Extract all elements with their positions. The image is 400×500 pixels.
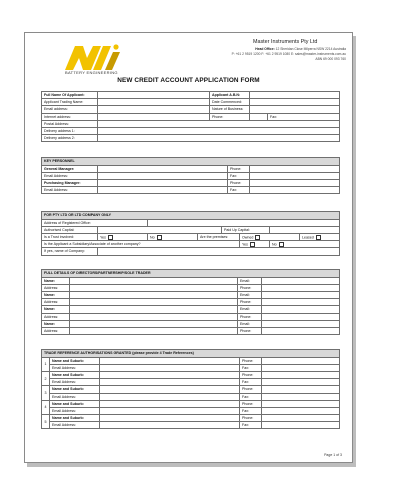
field-ref-3-email[interactable] [100, 393, 240, 400]
company-logo [63, 42, 121, 72]
field-ref-4-email[interactable] [100, 407, 240, 414]
label-director-phone: Phone: [238, 284, 262, 291]
head-office-line: Head Office: 12 Sheridan Close Milperra NSW 2214 Australia [255, 47, 346, 51]
owned-checkbox[interactable] [255, 235, 260, 240]
label-pm-fax: Fax: [228, 187, 250, 194]
label-pm-phone: Phone: [228, 179, 250, 186]
field-ref-2-fax[interactable] [262, 379, 340, 386]
field-pm-phone[interactable] [250, 179, 340, 186]
label-ref-fax: Fax: [240, 364, 262, 371]
field-paid-up-capital[interactable] [270, 226, 340, 233]
label-ref-phone: Phone: [240, 415, 262, 422]
ref-number: 3 [42, 386, 50, 400]
label-abn: Applicant A.B.N: [210, 92, 250, 99]
field-director-3-name[interactable] [70, 306, 238, 313]
label-ref-phone: Phone: [240, 400, 262, 407]
field-purchasing-manager[interactable] [98, 179, 228, 186]
label-trust: Is a Trust involved: [42, 233, 98, 240]
field-general-manager[interactable] [98, 165, 228, 172]
label-delivery-1: Delivery address 1: [42, 127, 98, 134]
section-heading-company: FOR PTY LTD OR LTD COMPANY ONLY [42, 212, 340, 220]
field-ref-5-fax[interactable] [262, 422, 340, 429]
label-ref-name: Name and Suburb: [50, 415, 100, 422]
field-director-1-phone[interactable] [262, 284, 340, 291]
label-ref-email: Email Address: [50, 364, 100, 371]
subsidiary-yes-option[interactable]: Yes [240, 241, 270, 248]
ref-number: 5 [42, 415, 50, 429]
label-ref-fax: Fax: [240, 379, 262, 386]
ref-number: 1 [42, 357, 50, 371]
field-ref-3-phone[interactable] [262, 386, 340, 393]
field-phone[interactable] [250, 113, 268, 120]
form-page [24, 32, 353, 463]
field-gm-fax[interactable] [250, 172, 340, 179]
label-trading-name: Applicant Trading Name: [42, 99, 98, 106]
field-ref-4-name[interactable] [100, 400, 240, 407]
label-director-phone: Phone: [238, 299, 262, 306]
field-delivery-1[interactable] [98, 127, 340, 134]
label-ref-fax: Fax: [240, 393, 262, 400]
ref-number: 4 [42, 400, 50, 414]
contact-line: P: +61 2 9519 1200 F: +61 2 9519 1080 E: sales@master-instruments.com.au [231, 52, 346, 56]
field-full-name[interactable] [98, 92, 210, 99]
label-email: Email address: [42, 106, 98, 113]
label-gm-email: Email Address: [42, 172, 98, 179]
field-ref-3-name[interactable] [100, 386, 240, 393]
label-delivery-2: Delivery address 2: [42, 135, 98, 142]
label-ref-phone: Phone: [240, 357, 262, 364]
label-ref-email: Email Address: [50, 407, 100, 414]
label-subsidiary: Is the Applicant a Subsidiary/Associate of another company? [42, 241, 240, 248]
label-ref-name: Name and Suburb: [50, 400, 100, 407]
field-pm-fax[interactable] [250, 187, 340, 194]
field-authorised-capital[interactable] [98, 226, 222, 233]
label-director-email: Email: [238, 277, 262, 284]
label-gm-fax: Fax: [228, 172, 250, 179]
company-table [41, 211, 340, 256]
trust-yes-checkbox[interactable] [108, 235, 113, 240]
label-full-name: Full Name Of Applicant: [42, 92, 98, 99]
label-paid-up-capital: Paid Up Capital: [222, 226, 270, 233]
personnel-table [41, 157, 340, 194]
field-director-2-email[interactable] [262, 291, 340, 298]
label-director-address: Address: [42, 284, 70, 291]
label-general-manager: General Manager: [42, 165, 98, 172]
label-if-yes: If yes, name of Company: [42, 248, 98, 255]
field-director-2-name[interactable] [70, 291, 238, 298]
label-gm-phone: Phone: [228, 165, 250, 172]
field-ref-1-name[interactable] [100, 357, 240, 364]
field-ref-3-fax[interactable] [262, 393, 340, 400]
section-heading-trade-refs: TRADE REFERENCE AUTHORISATIONS GRANTED (please provide 4 Trade References) [42, 350, 340, 358]
field-nature-business[interactable] [250, 106, 340, 113]
field-postal[interactable] [98, 120, 340, 127]
trust-yes-option[interactable]: Yes [98, 233, 148, 240]
field-ref-1-phone[interactable] [262, 357, 340, 364]
company-name: Master Instruments Pty Ltd [253, 39, 318, 45]
field-director-4-name[interactable] [70, 320, 238, 327]
label-ref-fax: Fax: [240, 407, 262, 414]
label-nature-business: Nature of Business: [210, 106, 250, 113]
trust-no-option[interactable]: No [148, 233, 198, 240]
label-director-name: Name: [42, 306, 70, 313]
field-registered-office[interactable] [148, 219, 340, 226]
label-ref-name: Name and Suburb: [50, 371, 100, 378]
section-heading-personnel: KEY PERSONNEL [42, 158, 340, 166]
field-ref-5-email[interactable] [100, 422, 240, 429]
label-ref-name: Name and Suburb: [50, 386, 100, 393]
page-number: Page 1 of 3 [324, 453, 342, 457]
field-director-3-phone[interactable] [262, 313, 340, 320]
subsidiary-no-checkbox[interactable] [279, 242, 284, 247]
label-ref-phone: Phone: [240, 386, 262, 393]
field-ref-2-name[interactable] [100, 371, 240, 378]
subsidiary-no-option[interactable]: No [270, 241, 340, 248]
field-pm-email[interactable] [98, 187, 228, 194]
label-director-phone: Phone: [238, 327, 262, 334]
label-director-address: Address: [42, 327, 70, 334]
premises-leased-option[interactable]: Leased [300, 233, 340, 240]
field-gm-email[interactable] [98, 172, 228, 179]
field-ref-4-phone[interactable] [262, 400, 340, 407]
form-title: NEW CREDIT ACCOUNT APPLICATION FORM [117, 77, 260, 84]
field-gm-phone[interactable] [250, 165, 340, 172]
field-director-1-name[interactable] [70, 277, 238, 284]
field-ref-5-phone[interactable] [262, 415, 340, 422]
label-premises: Are the premises: [198, 233, 240, 240]
label-ref-email: Email Address: [50, 422, 100, 429]
field-internet[interactable] [98, 113, 210, 120]
field-ref-1-email[interactable] [100, 364, 240, 371]
label-director-email: Email: [238, 320, 262, 327]
ref-number: 2 [42, 371, 50, 385]
label-ref-fax: Fax: [240, 422, 262, 429]
field-director-1-email[interactable] [262, 277, 340, 284]
applicant-table [41, 91, 340, 142]
field-director-3-email[interactable] [262, 306, 340, 313]
label-director-name: Name: [42, 320, 70, 327]
field-date-commenced[interactable] [250, 99, 340, 106]
field-director-3-address[interactable] [70, 313, 238, 320]
label-postal: Postal Address: [42, 120, 98, 127]
label-director-name: Name: [42, 291, 70, 298]
premises-owned-option[interactable]: Owned [240, 233, 300, 240]
field-ref-2-email[interactable] [100, 379, 240, 386]
label-director-email: Email: [238, 306, 262, 313]
label-ref-phone: Phone: [240, 371, 262, 378]
label-director-email: Email: [238, 291, 262, 298]
field-email[interactable] [98, 106, 210, 113]
abn-line: ABN 69 000 093 760 [315, 57, 346, 61]
label-authorised-capital: Authorised Capital: [42, 226, 98, 233]
field-ref-5-name[interactable] [100, 415, 240, 422]
label-director-name: Name: [42, 277, 70, 284]
label-director-phone: Phone: [238, 313, 262, 320]
label-ref-email: Email Address: [50, 393, 100, 400]
field-director-4-email[interactable] [262, 320, 340, 327]
field-ref-4-fax[interactable] [262, 407, 340, 414]
directors-table [41, 269, 340, 335]
label-purchasing-manager: Purchasing Manager: [42, 179, 98, 186]
field-director-1-address[interactable] [70, 284, 238, 291]
field-trading-name[interactable] [98, 99, 210, 106]
field-abn[interactable] [250, 92, 340, 99]
label-registered-office: Address of Registered Office: [42, 219, 148, 226]
field-director-2-phone[interactable] [262, 299, 340, 306]
label-ref-email: Email Address: [50, 379, 100, 386]
section-heading-directors: FULL DETAILS OF DIRECTORS/PARTNERSHIP/SOLE TRADER [42, 270, 340, 278]
label-ref-name: Name and Suburb: [50, 357, 100, 364]
field-if-yes-company[interactable] [98, 248, 340, 255]
leased-checkbox[interactable] [316, 235, 321, 240]
label-date-commenced: Date Commenced: [210, 99, 250, 106]
trust-no-checkbox[interactable] [157, 235, 162, 240]
field-director-2-address[interactable] [70, 299, 238, 306]
label-director-address: Address: [42, 299, 70, 306]
label-phone: Phone: [210, 113, 250, 120]
logo-caption: BATTERY ENGINEERING [65, 70, 118, 75]
trade-references-table [41, 349, 340, 429]
field-ref-1-fax[interactable] [262, 364, 340, 371]
subsidiary-yes-checkbox[interactable] [250, 242, 255, 247]
field-ref-2-phone[interactable] [262, 371, 340, 378]
fax-cell[interactable]: Fax: [268, 113, 340, 120]
label-director-address: Address: [42, 313, 70, 320]
field-director-4-address[interactable] [70, 327, 238, 334]
label-pm-email: Email Address: [42, 187, 98, 194]
field-director-4-phone[interactable] [262, 327, 340, 334]
label-internet: Internet address: [42, 113, 98, 120]
field-delivery-2[interactable] [98, 135, 340, 142]
